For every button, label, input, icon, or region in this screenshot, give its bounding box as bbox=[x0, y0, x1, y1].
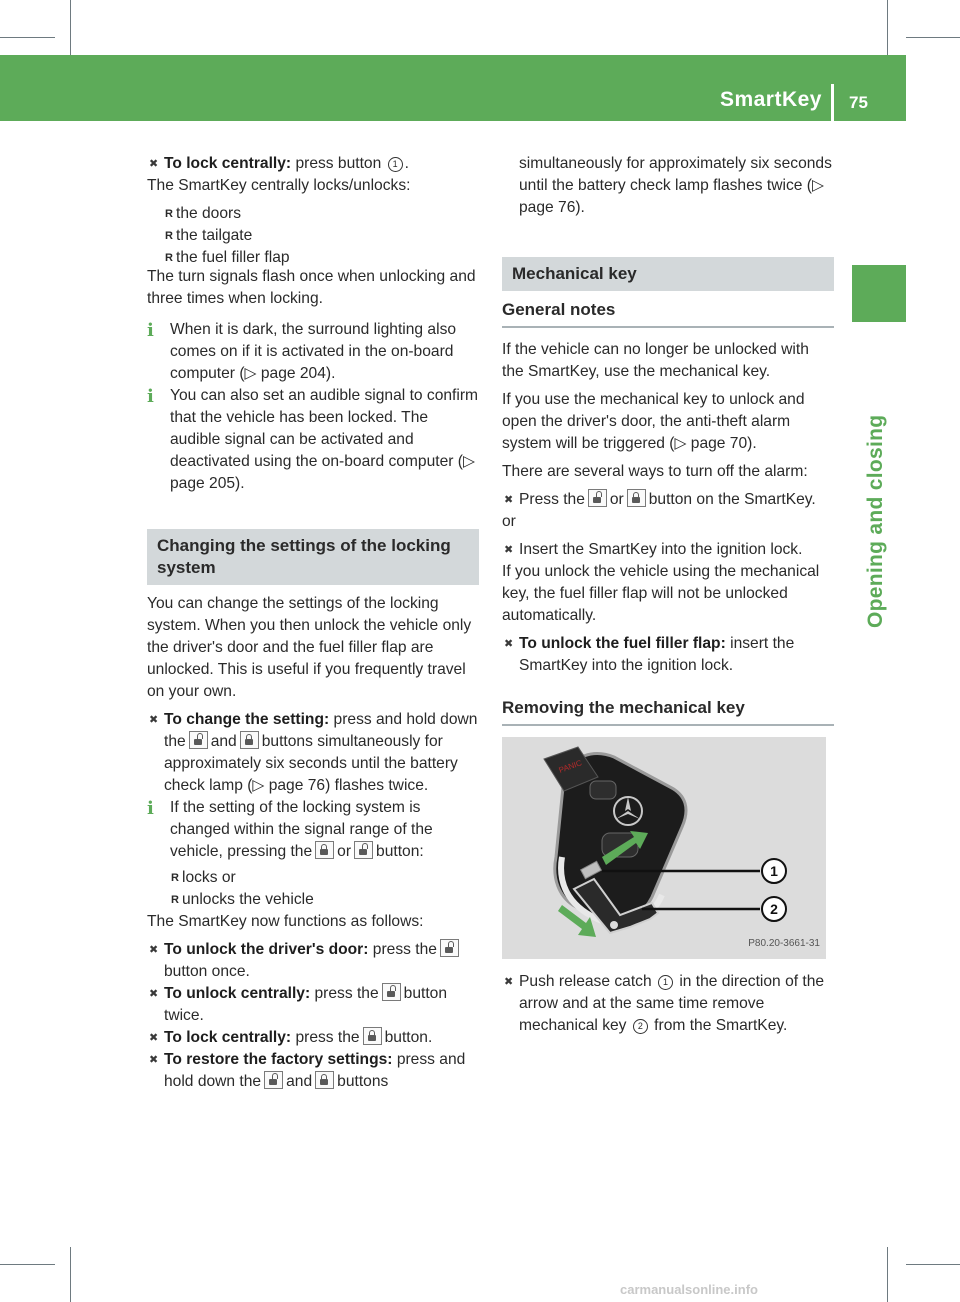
instruction-text: press button bbox=[295, 155, 382, 172]
instruction-lock-centrally-2 bbox=[147, 1027, 479, 1049]
paragraph: If you use the mechanical key to unlock and open the driver's door, the anti-theft alarm system will be triggered (▷ page 70). bbox=[502, 391, 805, 452]
info-icon: i bbox=[147, 798, 154, 819]
right-column bbox=[502, 153, 834, 1037]
instruction-text: from the SmartKey. bbox=[654, 1017, 788, 1034]
instruction-text: button. bbox=[384, 1029, 433, 1046]
instruction-text: or bbox=[609, 491, 624, 508]
arrow-icon: ✖ bbox=[149, 1054, 159, 1066]
subheading-general-notes: General notes bbox=[502, 299, 834, 328]
list-item-text: locks or bbox=[182, 869, 236, 886]
instruction-label: To lock centrally: bbox=[164, 155, 292, 172]
list-item bbox=[164, 225, 479, 247]
arrow-icon: ✖ bbox=[149, 944, 159, 956]
callout-2-label: 2 bbox=[770, 901, 778, 917]
note-text: When it is dark, the surround lighting also comes on if it is activated in the on-board computer (▷ page 204). bbox=[170, 321, 457, 382]
lock-button-icon bbox=[240, 731, 259, 749]
instruction-label: To lock centrally: bbox=[164, 1029, 292, 1046]
paragraph-intro: The SmartKey centrally locks/unlocks: bbox=[147, 177, 411, 194]
watermark: carmanualsonline.info bbox=[620, 1282, 758, 1297]
smartkey-figure bbox=[502, 737, 826, 959]
left-column bbox=[147, 153, 479, 1093]
crop-mark bbox=[887, 1247, 888, 1302]
unlock-button-icon bbox=[264, 1071, 283, 1089]
instruction-text: . bbox=[404, 155, 409, 172]
panic-label: PANIC bbox=[557, 758, 584, 775]
info-note bbox=[147, 797, 479, 863]
instruction-press-button bbox=[502, 489, 834, 511]
arrow-icon: ✖ bbox=[149, 714, 159, 726]
arrow-icon: ✖ bbox=[504, 494, 514, 506]
instruction-change-setting bbox=[147, 709, 479, 797]
instruction-label: To restore the factory settings: bbox=[164, 1051, 393, 1068]
bullet-icon: R bbox=[165, 230, 173, 242]
instruction-unlock-flap bbox=[502, 633, 834, 677]
info-note bbox=[147, 385, 479, 495]
crop-mark bbox=[0, 1264, 55, 1265]
instruction-text: button twice. bbox=[164, 985, 448, 1024]
list-item bbox=[170, 889, 479, 911]
bullet-icon: R bbox=[165, 208, 173, 220]
header-title: SmartKey bbox=[719, 88, 822, 111]
unlock-button-icon bbox=[354, 841, 373, 859]
lock-button-icon bbox=[315, 841, 334, 859]
instruction-text: press and hold down the bbox=[164, 1051, 466, 1090]
list-item-text: the fuel filler flap bbox=[176, 249, 290, 266]
list-item-text: the tailgate bbox=[176, 227, 253, 244]
instruction-label: To change the setting: bbox=[164, 711, 330, 728]
info-icon: i bbox=[147, 386, 154, 407]
note-text: You can also set an audible signal to confirm that the vehicle has been locked. The audible signal can be activated and deactivated using the on-board computer (▷ page 205). bbox=[170, 387, 479, 492]
paragraph-locking-settings: You can change the settings of the locking system. When you then unlock the vehicle only the driver's door and the fuel filler flap are unlocked. This is useful if you frequently travel on your own. bbox=[147, 595, 472, 700]
list-item bbox=[164, 203, 479, 225]
instruction-push-catch bbox=[502, 971, 834, 1037]
callout-1-label: 1 bbox=[770, 863, 778, 879]
crop-mark bbox=[0, 37, 55, 38]
instruction-unlock-centrally bbox=[147, 983, 479, 1027]
instruction-unlock-driver bbox=[147, 939, 479, 983]
instruction-text: button once. bbox=[164, 963, 250, 980]
callout-1-icon: 1 bbox=[658, 975, 673, 990]
unlock-button-icon bbox=[189, 731, 208, 749]
instruction-text: button on the SmartKey. bbox=[648, 491, 816, 508]
lock-button-icon bbox=[627, 489, 646, 507]
bullet-icon: R bbox=[171, 872, 179, 884]
page-number: 75 bbox=[849, 93, 868, 112]
crop-mark bbox=[906, 37, 960, 38]
subheading-removing-key: Removing the mechanical key bbox=[502, 697, 834, 726]
arrow-icon: ✖ bbox=[149, 1032, 159, 1044]
list-item-text: the doors bbox=[176, 205, 242, 222]
instruction-text: press and hold down the bbox=[164, 711, 478, 750]
arrow-icon: ✖ bbox=[504, 976, 514, 988]
crop-mark bbox=[70, 1247, 71, 1302]
paragraph-functions: The SmartKey now functions as follows: bbox=[147, 913, 424, 930]
instruction-text: press the bbox=[295, 1029, 360, 1046]
paragraph-turn-signals: The turn signals flash once when unlocking and three times when locking. bbox=[147, 268, 476, 307]
side-tab-label: Opening and closing bbox=[864, 414, 887, 628]
crop-mark bbox=[906, 1264, 960, 1265]
instruction-label: To unlock the fuel filler flap: bbox=[519, 635, 726, 652]
instruction-text: Insert the SmartKey into the ignition lock. bbox=[519, 541, 803, 558]
instruction-insert-key bbox=[502, 539, 834, 561]
callout-2-icon: 2 bbox=[633, 1019, 648, 1034]
side-tab bbox=[852, 265, 906, 322]
section-heading: Changing the settings of the locking system bbox=[147, 529, 479, 585]
unlock-button-icon bbox=[382, 983, 401, 1001]
unlock-button-icon bbox=[440, 939, 459, 957]
lock-button-icon bbox=[315, 1071, 334, 1089]
note-text: or bbox=[337, 843, 352, 860]
paragraph-continuation: simultaneously for approximately six seconds until the battery check lamp flashes twice (▷ page 76). bbox=[519, 155, 832, 216]
arrow-icon: ✖ bbox=[504, 544, 514, 556]
instruction-text: in the direction of the arrow and at the same time remove mechanical key bbox=[519, 973, 825, 1034]
header-separator bbox=[831, 84, 834, 122]
instruction-text: and bbox=[286, 1073, 313, 1090]
lock-button-icon bbox=[363, 1027, 382, 1045]
note-text: If the setting of the locking system is changed within the signal range of the vehicle, pressing the bbox=[170, 799, 433, 860]
instruction-label: To unlock centrally: bbox=[164, 985, 311, 1002]
section-heading: Mechanical key bbox=[502, 257, 834, 291]
instruction-text: press the bbox=[372, 941, 437, 958]
instruction-label: To unlock the driver's door: bbox=[164, 941, 369, 958]
instruction-text: Push release catch bbox=[519, 973, 652, 990]
list-item-text: unlocks the vehicle bbox=[182, 891, 314, 908]
bullet-icon: R bbox=[171, 894, 179, 906]
figure-caption: P80.20-3661-31 bbox=[748, 938, 820, 949]
crop-mark bbox=[887, 0, 888, 55]
instruction-text: and bbox=[210, 733, 237, 750]
instruction-lock-centrally bbox=[147, 153, 479, 175]
paragraph: If you unlock the vehicle using the mechanical key, the fuel filler flap will not be unlocked automatically. bbox=[502, 563, 820, 624]
info-note bbox=[147, 319, 479, 385]
paragraph: If the vehicle can no longer be unlocked with the SmartKey, use the mechanical key. bbox=[502, 341, 809, 380]
arrow-icon: ✖ bbox=[504, 638, 514, 650]
instruction-text: Press the bbox=[519, 491, 585, 508]
unlock-button-icon bbox=[588, 489, 607, 507]
paragraph: There are several ways to turn off the alarm: bbox=[502, 463, 808, 480]
crop-mark bbox=[70, 0, 71, 55]
bullet-icon: R bbox=[165, 252, 173, 264]
list-item bbox=[170, 867, 479, 889]
smartkey-illustration bbox=[502, 737, 826, 959]
instruction-text: press the bbox=[314, 985, 379, 1002]
lock-key-button bbox=[590, 781, 616, 799]
arrow-icon: ✖ bbox=[149, 158, 159, 170]
instruction-text: insert the SmartKey into the ignition lock. bbox=[519, 635, 795, 674]
instruction-text: buttons simultaneously for approximately six seconds until the battery check lamp (▷ page 76) flashes twice. bbox=[164, 733, 458, 794]
callout-1-icon: 1 bbox=[388, 157, 403, 172]
note-text: button: bbox=[376, 843, 424, 860]
or-text: or bbox=[502, 513, 516, 530]
list-item bbox=[164, 247, 479, 269]
arrow-icon: ✖ bbox=[149, 988, 159, 1000]
info-icon: i bbox=[147, 320, 154, 341]
key-hole bbox=[610, 921, 618, 929]
instruction-restore bbox=[147, 1049, 479, 1093]
instruction-text: buttons bbox=[337, 1073, 389, 1090]
